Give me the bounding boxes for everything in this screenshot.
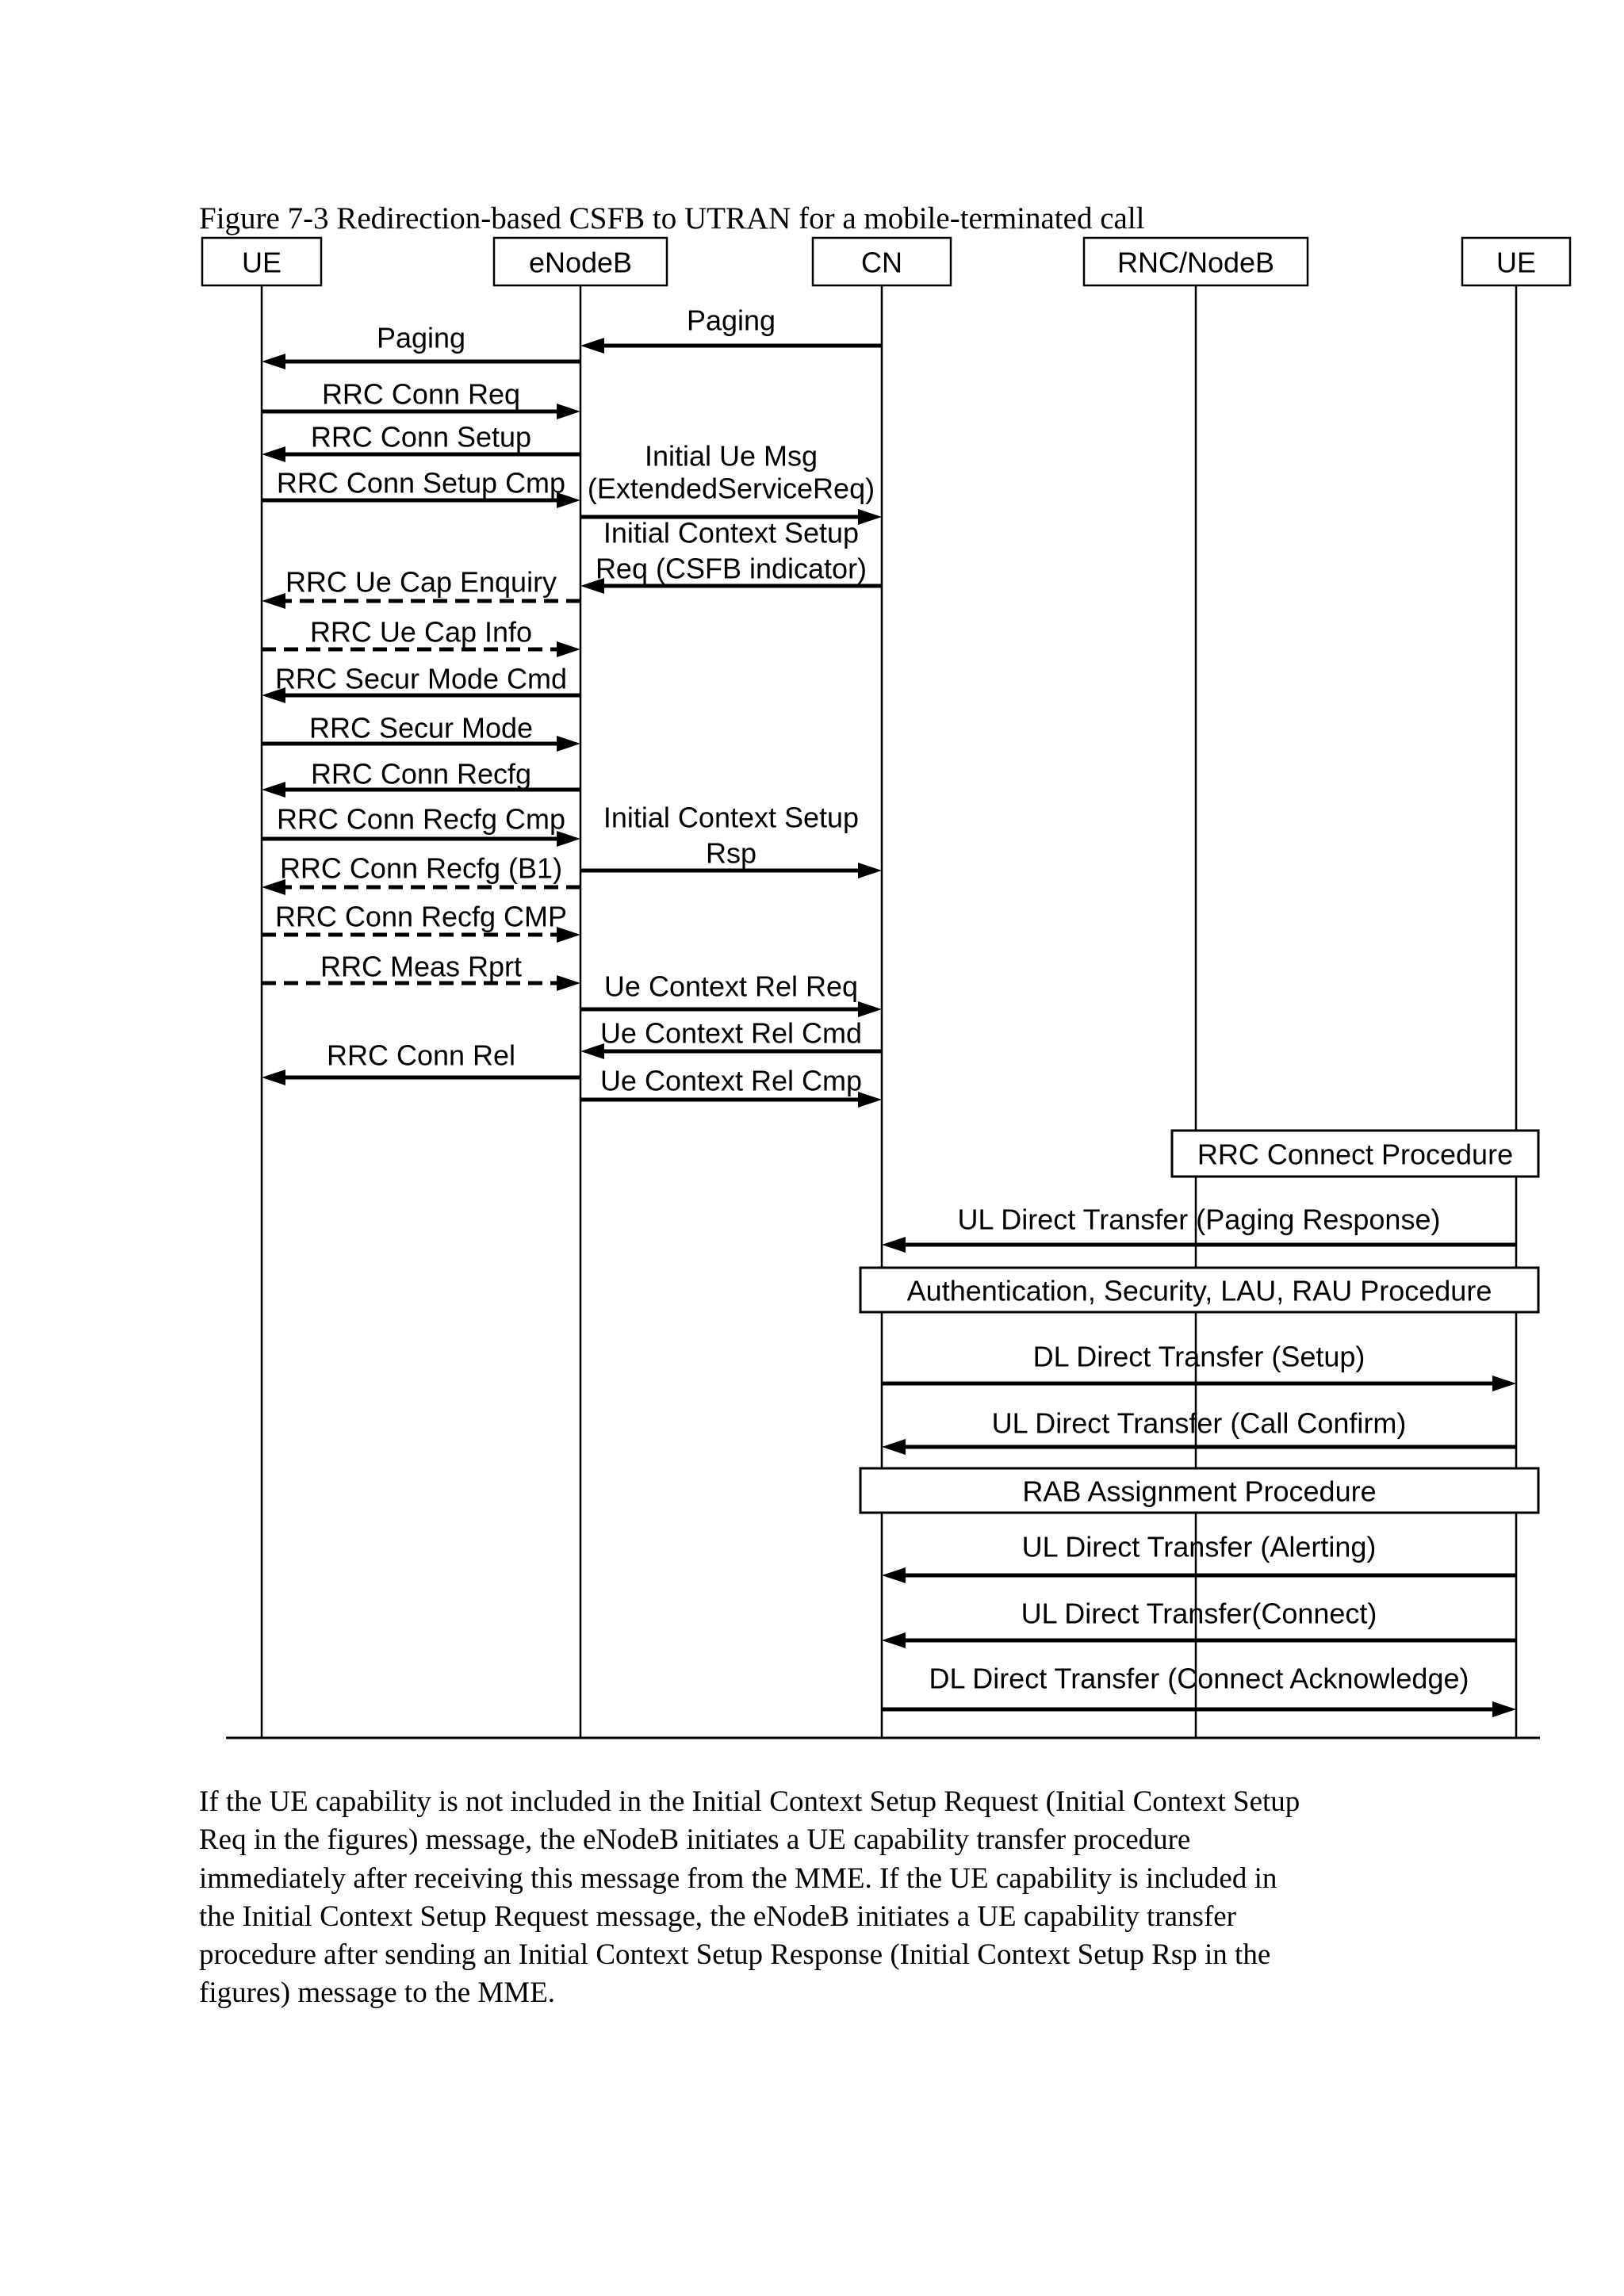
message-dl-direct-transfer-connect-acknowledge [882,1663,1516,1718]
message-rrc-conn-recfg-cmp [262,803,580,848]
procedure-label: Authentication, Security, LAU, RAU Procedure [906,1274,1492,1307]
paragraph-line: the Initial Context Setup Request message, the eNodeB initiates a UE capability transfer [199,1900,1237,1933]
participant-label: UE [241,246,282,279]
message-rrc-secur-mode-cmd [262,663,580,704]
arrowhead [580,338,604,354]
paragraph-line: immediately after receiving this message from the MME. If the UE capability is included in [199,1862,1277,1895]
message-label: RRC Ue Cap Enquiry [285,565,557,599]
message-label: RRC Secur Mode Cmd [274,662,568,695]
message-label: UL Direct Transfer (Paging Response) [957,1203,1441,1236]
arrowhead [1492,1376,1516,1391]
message-ul-direct-transfer-call-confirm [882,1407,1516,1456]
message-rrc-conn-req [262,378,580,420]
procedure-box-authentication-security-lau-rau-procedure [860,1268,1538,1312]
message-label: DL Direct Transfer (Connect Acknowledge) [929,1662,1469,1695]
arrowhead [557,404,580,419]
message-label: RRC Conn Setup Cmp [276,466,566,499]
arrowhead [262,354,285,369]
arrowhead [882,1632,906,1648]
message-label: Req (CSFB indicator) [595,552,868,585]
arrowhead [858,1001,882,1017]
message-label: RRC Secur Mode [308,711,534,744]
arrowhead [882,1237,906,1253]
message-ul-direct-transfer-paging-response [882,1203,1516,1253]
message-rrc-ue-cap-info [262,616,580,658]
message-label: RRC Ue Cap Info [309,615,533,649]
paragraph-line: If the UE capability is not included in the Initial Context Setup Request (Initial Context Setup [199,1785,1300,1818]
procedure-label: RRC Connect Procedure [1197,1138,1514,1171]
arrowhead [1492,1701,1516,1717]
message-label: Ue Context Rel Cmd [599,1016,863,1050]
message-rrc-conn-setup-cmp [262,467,580,509]
procedure-box-rab-assignment-procedure [860,1468,1538,1513]
message-rrc-conn-recfg-cmp [262,901,580,943]
arrowhead [262,782,285,798]
message-label: Initial Context Setup [603,801,860,834]
message-label: UL Direct Transfer (Alerting) [1021,1530,1377,1563]
message-rrc-conn-setup [262,421,580,463]
message-label: Initial Ue Msg [644,439,818,473]
arrowhead [858,509,882,525]
message-initial-context-setup-req-csfb-indicator [580,517,882,595]
message-initial-context-setup-rsp [580,802,882,879]
message-label: RRC Conn Recfg (B1) [279,851,563,885]
participant-label: RNC/NodeB [1116,246,1275,279]
message-rrc-ue-cap-enquiry [262,566,580,610]
body-paragraph [199,1783,1300,2013]
message-label: RRC Conn Rel [326,1039,516,1072]
message-label: Paging [686,304,776,337]
paragraph-line: procedure after sending an Initial Context Setup Response (Initial Context Setup Rsp in the [199,1938,1271,1972]
arrowhead [557,975,580,991]
figure-caption: Figure 7-3 Redirection-based CSFB to UTRAN for a mobile-terminated call [199,201,1145,235]
message-label: Ue Context Rel Cmp [599,1064,863,1097]
arrowhead [882,1567,906,1583]
message-label: UL Direct Transfer(Connect) [1021,1597,1377,1630]
message-rrc-secur-mode [262,712,580,752]
arrowhead [557,736,580,752]
message-rrc-conn-recfg [262,758,580,798]
message-paging [262,322,580,370]
arrowhead [262,446,285,462]
procedure-label: RAB Assignment Procedure [1022,1475,1377,1508]
message-paging [580,304,882,354]
message-label: RRC Conn Setup [310,420,532,453]
message-ue-context-rel-cmp [580,1065,882,1108]
message-rrc-meas-rprt [262,951,580,992]
message-label: RRC Conn Req [321,377,521,411]
message-ul-direct-transfer-alerting [882,1531,1516,1584]
message-label: (ExtendedServiceReq) [587,472,875,505]
arrowhead [262,593,285,609]
participant-label: UE [1496,246,1537,279]
paragraph-line: Req in the figures) message, the eNodeB initiates a UE capability transfer procedure [199,1823,1191,1857]
participant-label: eNodeB [528,246,633,279]
message-ul-direct-transfer-connect [882,1598,1516,1649]
procedure-box-rrc-connect-procedure [1172,1131,1538,1177]
participant-ue [202,238,321,1738]
message-ue-context-rel-req [580,970,882,1018]
arrowhead [262,1070,285,1085]
arrowhead [882,1439,906,1455]
message-label: DL Direct Transfer (Setup) [1032,1340,1365,1373]
message-label: RRC Conn Recfg [310,757,532,790]
participant-label: CN [861,246,902,279]
message-rrc-conn-rel [262,1039,580,1086]
message-rrc-conn-recfg-b1 [262,852,580,896]
message-label: RRC Conn Recfg Cmp [276,802,566,836]
message-label: Rsp [705,836,757,870]
arrowhead [557,641,580,657]
message-dl-direct-transfer-setup [882,1341,1516,1392]
message-ue-context-rel-cmd [580,1017,882,1060]
message-label: UL Direct Transfer (Call Confirm) [991,1406,1407,1440]
message-initial-ue-msg-extendedservicereq [580,440,882,526]
paragraph-line: figures) message to the MME. [199,1976,556,2010]
message-label: Initial Context Setup [603,516,860,549]
message-label: Paging [376,321,466,354]
message-label: RRC Meas Rprt [320,950,523,983]
message-label: RRC Conn Recfg CMP [274,900,568,933]
message-label: Ue Context Rel Req [603,970,859,1003]
arrowhead [858,863,882,878]
